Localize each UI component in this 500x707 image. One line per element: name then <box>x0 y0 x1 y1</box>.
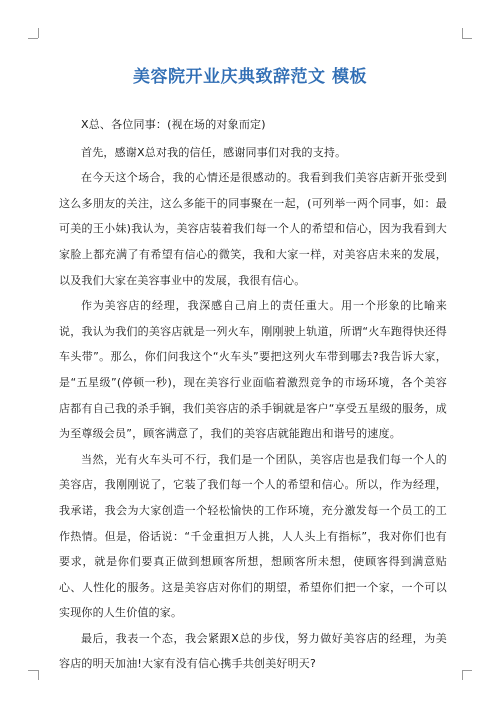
crop-mark-top-left-v <box>38 28 39 38</box>
crop-mark-bottom-right-v <box>462 670 463 680</box>
crop-mark-bottom-left-h <box>28 670 38 671</box>
paragraph-responsibility: 作为美容店的经理，我深感自己肩上的责任重大。用一个形象的比喻来说，我认为我们的美容店就是一列火车，刚刚驶上轨道，所谓“火车跑得快还得车头带”。那么，你们问我这个“火车头”要把这列火车带到哪去?我告诉大家，是“五星级”(停顿一秒)，现在美容行业面临着激烈竞争的市场环境，各个美容店都有自己我的杀手锏，我们美容店的杀手锏就是客户“享受五星级的服务，成为至尊级会员”，顾客满意了，我们的美容店就能跑出和谐号的速度。 <box>59 299 447 441</box>
document-title: 美容院开业庆典致辞范文 模板 <box>133 67 367 87</box>
crop-mark-top-right-v <box>462 28 463 38</box>
paragraph-closing: 最后，我表一个态，我会紧跟X总的步伐，努力做好美容店的经理，为美容店的明天加油!大家有没有信心携手共创美好明天? <box>59 631 447 671</box>
paragraph-team: 当然，光有火车头可不行，我们是一个团队，美容店也是我们每一个人的美容店，我刚刚说了，它装了我们每一个人的希望和信心。所以，作为经理，我承诺，我会为大家创造一个轻松愉快的工作环境，充分激发每一个员工的工作热情。但是，俗话说：“千金重担万人挑，人人头上有指标”，我对你们也有要求，就是你们要真正做到想顾客所想，想顾客所未想，使顾客得到满意贴心、人性化的服务。这是美容店对你们的期望，希望你们把一个家，一个可以实现你的人生价值的家。 <box>59 452 447 620</box>
paragraph-thanks: 首先，感谢X总对我的信任，感谢同事们对我的支持。 <box>81 145 347 159</box>
document-body <box>59 112 447 677</box>
crop-mark-top-right-h <box>462 38 472 39</box>
paragraph-feelings: 在今天这个场合，我的心情还是很感动的。我看到我们美容店新开张受到这么多朋友的关注，这么多能干的同事聚在一起，(可列举一两个同事，如：最可美的王小妹)我认为，美容店装着我们每一个人的希望和信心，因为我看到大家脸上都充满了有希望有信心的微笑，我和大家一样，对美容店未来的发展，以及我们大家在美容事业中的发展，我很有信心。 <box>59 171 447 287</box>
paragraph-greeting: X总、各位同事：(视在场的对象而定) <box>81 118 266 131</box>
crop-mark-bottom-left-v <box>38 670 39 680</box>
crop-mark-top-left-h <box>28 38 38 39</box>
crop-mark-bottom-right-h <box>462 670 472 671</box>
